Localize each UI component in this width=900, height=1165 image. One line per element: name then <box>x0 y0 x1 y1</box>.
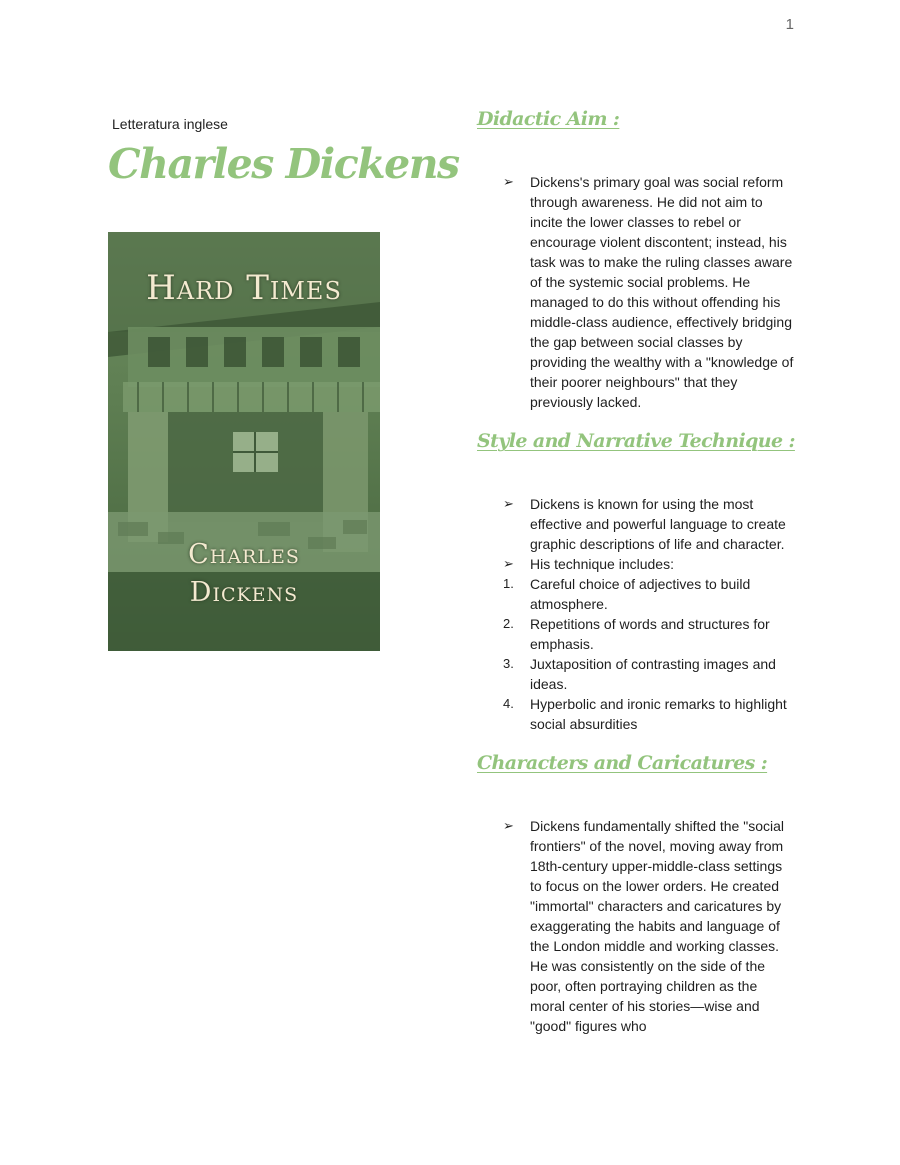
arrow-bullet-icon: ➢ <box>503 818 514 833</box>
section-heading: Didactic Aim : <box>477 108 620 130</box>
section-characters <box>477 748 807 1036</box>
numbered-item <box>477 694 796 734</box>
section-style-technique <box>477 426 807 734</box>
arrow-bullet-icon: ➢ <box>503 496 514 511</box>
arrow-bullet-icon: ➢ <box>503 556 514 571</box>
section-heading: Characters and Caricatures : <box>477 752 768 774</box>
section-body <box>477 816 807 1036</box>
book-cover-image <box>108 232 380 651</box>
numbered-item <box>477 654 796 694</box>
list-item <box>477 494 796 554</box>
cover-title: Hard Times <box>146 268 342 308</box>
notes-column <box>477 104 807 1050</box>
arrow-bullet-icon: ➢ <box>503 174 514 189</box>
cover-author-first: Charles <box>188 539 300 570</box>
list-number: 3. <box>503 656 514 671</box>
list-item-text: Repetitions of words and structures for emphasis. <box>530 616 770 652</box>
list-item-text: Dickens's primary goal was social reform through awareness. He did not aim to incite the lower classes to rebel or encourage violent discontent; instead, his task was to make the ruling classes aware of the systemic social problems. He managed to do this without offending his middle-class audience, effectively bridging the gap between social classes by providing the wealthy with a "knowledge of their poorer neighbours" that they previously lacked. <box>530 174 794 410</box>
list-item-text: Dickens is known for using the most effective and powerful language to create graphic descriptions of life and character. <box>530 496 786 552</box>
list-item-text: His technique includes: <box>530 556 674 572</box>
section-heading: Style and Narrative Technique : <box>477 430 795 452</box>
list-number: 1. <box>503 576 514 591</box>
list-item <box>477 172 796 412</box>
numbered-item <box>477 574 796 614</box>
cover-author <box>108 536 380 612</box>
list-item <box>477 816 796 1036</box>
list-item-text: Careful choice of adjectives to build atmosphere. <box>530 576 751 612</box>
list-number: 4. <box>503 696 514 711</box>
page-number: 1 <box>785 16 794 33</box>
list-item-text: Dickens fundamentally shifted the "social frontiers" of the novel, moving away from 18th-century upper-middle-class settings to focus on the lower orders. He created "immortal" characters and caricatures by exaggerating the habits and language of the London middle and working classes. He was consistently on the side of the poor, often portraying children as the moral center of his stories—wise and "good" figures who <box>530 818 784 1034</box>
section-body <box>477 172 807 412</box>
section-didactic-aim <box>477 104 807 412</box>
numbered-item <box>477 614 796 654</box>
subject-label: Letteratura inglese <box>112 116 228 132</box>
list-number: 2. <box>503 616 514 631</box>
list-item <box>477 554 796 574</box>
list-item-text: Hyperbolic and ironic remarks to highlight social absurdities <box>530 696 787 732</box>
cover-author-last: Dickens <box>189 577 299 608</box>
section-body <box>477 494 807 734</box>
author-title: Charles Dickens <box>108 140 459 188</box>
list-item-text: Juxtaposition of contrasting images and ideas. <box>530 656 776 692</box>
